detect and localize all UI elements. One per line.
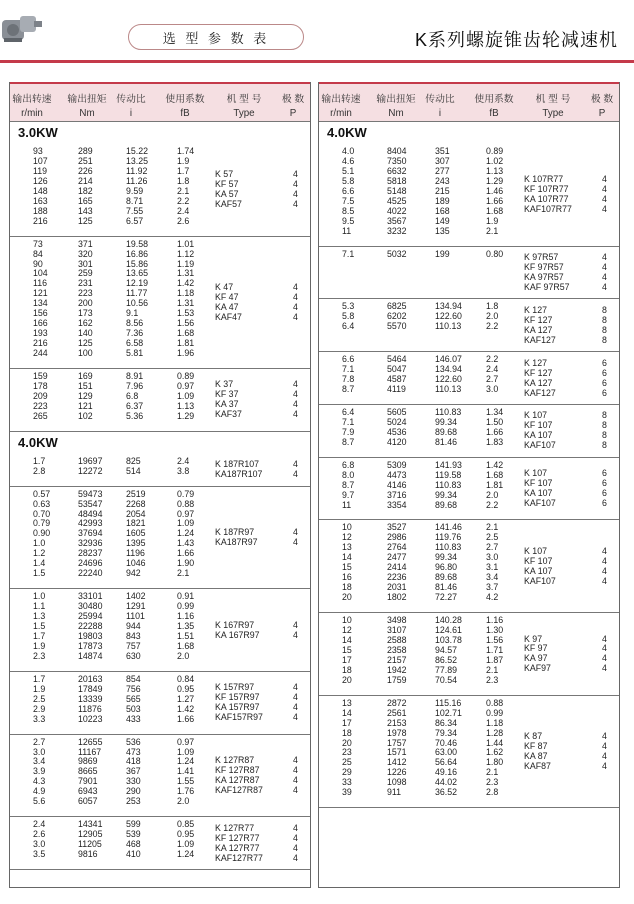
spec-column-3: 141.93 119.58 110.83 99.34 89.68: [435, 459, 462, 510]
pole-list: 4 4 4 4: [293, 281, 298, 322]
spec-column-1: 5.3 5.8 6.4: [342, 301, 355, 332]
spec-column-3: 140.28 124.61 103.78 94.57 86.52 77.89 70.54: [435, 615, 462, 685]
column-header-4: 使用系数: [474, 94, 514, 105]
pole-list: 4 4 4 4: [293, 169, 298, 210]
spec-group: [10, 487, 310, 590]
column-header-3: 传动比: [425, 94, 455, 105]
spec-column-1: 13 14 17 18 20 23 25 29 33 39: [342, 697, 352, 798]
spec-column-3: 8.91 7.96 6.8 6.37 5.36: [126, 370, 144, 421]
type-list: K 57 KF 57 KA 57 KAF57: [215, 169, 242, 210]
spec-column-1: 73 84 90 104 116 121 134 156 166 193 216 244: [33, 238, 48, 359]
type-list: K 107 KF 107 KA 107 KAF107: [524, 468, 556, 509]
spec-column-1: 2.7 3.0 3.4 3.9 4.3 4.9 5.6: [33, 736, 46, 807]
spec-group: [10, 817, 310, 870]
spec-group: [10, 144, 310, 237]
pole-list: 4 4: [293, 459, 298, 480]
column-header-6: 极 数: [281, 94, 305, 105]
pole-list: 8 8 8 8: [602, 410, 607, 451]
spec-column-3: 2519 2268 2054 1821 1605 1395 1196 1046 942: [126, 488, 146, 579]
spec-column-4: 0.84 0.95 1.27 1.42 1.66: [177, 673, 195, 724]
left-table: [9, 82, 311, 888]
pole-list: 4 4 4 4: [602, 174, 607, 215]
spec-column-3: 110.83 99.34 89.68 81.46: [435, 406, 462, 447]
pole-list: 4 4: [293, 526, 298, 547]
spec-column-2: 8404 7350 6632 5818 5148 4525 4022 3567 3232: [387, 146, 407, 236]
column-unit-4: fB: [180, 108, 190, 119]
spec-column-2: 59473 53547 48494 42993 37694 32936 28237 24696 22240: [78, 488, 103, 579]
power-section-heading: 3.0KW: [18, 125, 58, 140]
table-header: [319, 82, 619, 122]
spec-group: [319, 613, 619, 696]
type-list: K 187R97 KA187R97: [215, 526, 258, 547]
power-section-heading: 4.0KW: [18, 434, 58, 450]
spec-column-2: 5309 4473 4146 3716 3354: [387, 459, 407, 510]
pole-list: 4 4 4 4: [293, 754, 298, 795]
column-unit-5: Type: [542, 108, 564, 119]
spec-column-1: 6.4 7.1 7.9 8.7: [342, 406, 355, 447]
type-list: K 187R107 KA187R107: [215, 459, 263, 480]
spec-column-4: 1.8 2.0 2.2: [486, 301, 499, 332]
type-list: K 97 KF 97 KA 97 KAF97: [524, 633, 551, 674]
type-list: K 47 KF 47 KA 47 KAF47: [215, 281, 242, 322]
spec-column-2: 14341 12905 11205 9816: [78, 819, 103, 860]
column-unit-2: Nm: [388, 108, 404, 119]
type-list: K 107 KF 107 KA 107 KAF107: [524, 545, 556, 586]
spec-column-1: 7.1: [342, 248, 355, 259]
spec-column-4: 2.4 3.8: [177, 455, 190, 476]
type-list: K 107 KF 107 KA 107 KAF107: [524, 410, 556, 451]
spec-column-4: 0.88 0.99 1.18 1.28 1.44 1.62 1.80 2.1 2.3 2.8: [486, 697, 504, 798]
spec-column-3: 115.16 102.71 86.34 79.34 70.46 63.00 56.64 49.16 44.02 36.52: [435, 697, 462, 798]
column-header-1: 输出转速: [321, 94, 361, 105]
spec-column-2: 5605 5024 4536 4120: [387, 406, 407, 447]
spec-column-4: 1.16 1.30 1.56 1.71 1.87 2.1 2.3: [486, 615, 504, 685]
column-header-5: 机 型 号: [226, 94, 262, 105]
spec-group: [319, 696, 619, 809]
spec-column-3: 1402 1291 1101 944 843 757 630: [126, 591, 146, 661]
column-unit-1: r/min: [21, 108, 43, 119]
spec-column-3: 825 514: [126, 455, 141, 476]
spec-column-1: 1.7 2.8: [33, 455, 46, 476]
page-title: K系列螺旋锥齿轮减速机: [414, 30, 618, 50]
column-header-4: 使用系数: [165, 94, 205, 105]
pole-list: 4 4 4 4: [293, 682, 298, 723]
spec-column-2: 3498 3107 2588 2358 2157 1942 1759: [387, 615, 407, 685]
column-header-6: 极 数: [590, 94, 614, 105]
spec-column-4: 0.85 0.95 1.09 1.24: [177, 819, 195, 860]
gearbox-logo: [0, 10, 44, 50]
power-section-heading: 4.0KW: [327, 125, 367, 140]
right-table: [318, 82, 620, 888]
spec-column-4: 1.34 1.50 1.66 1.83: [486, 406, 504, 447]
spec-group: [319, 458, 619, 521]
spec-group: [319, 520, 619, 613]
spec-column-1: 159 178 209 223 265: [33, 370, 48, 421]
type-list: K 107R77 KF 107R77 KA 107R77 KAF107R77: [524, 174, 572, 215]
spec-column-3: 146.07 134.94 122.60 110.13: [435, 354, 462, 394]
spec-column-2: 19697 12272: [78, 455, 103, 476]
spec-column-1: 1.7 1.9 2.5 2.9 3.3: [33, 673, 46, 724]
spec-column-1: 0.57 0.63 0.70 0.79 0.90 1.0 1.2 1.4 1.5: [33, 488, 51, 579]
spec-group: [10, 589, 310, 672]
column-unit-2: Nm: [79, 108, 95, 119]
spec-group: [319, 352, 619, 405]
spec-column-1: 6.8 8.0 8.7 9.7 11: [342, 459, 355, 510]
type-list: K 127 KF 127 KA 127 KAF127: [524, 357, 556, 398]
spec-column-1: 10 12 14 15 17 18 20: [342, 615, 352, 685]
spec-column-1: 1.0 1.1 1.3 1.5 1.7 1.9 2.3: [33, 591, 46, 661]
spec-column-4: 2.1 2.5 2.7 3.0 3.1 3.4 3.7 4.2: [486, 522, 499, 603]
spec-column-1: 2.4 2.6 3.0 3.5: [33, 819, 46, 860]
spec-column-3: 141.46 119.76 110.83 99.34 96.80 89.68 81.46 72.27: [435, 522, 462, 603]
spec-column-2: 33101 30480 25994 22288 19803 17873 14874: [78, 591, 103, 661]
spec-column-1: 10 12 13 14 15 16 18 20: [342, 522, 352, 603]
spec-column-2: 5464 5047 4587 4119: [387, 354, 407, 394]
spec-column-4: 0.79 0.88 0.97 1.09 1.24 1.43 1.66 1.90 2.1: [177, 488, 195, 579]
table-header: [10, 82, 310, 122]
column-unit-5: Type: [233, 108, 255, 119]
spec-group: [319, 405, 619, 458]
pole-list: 6 6 6 6: [602, 468, 607, 509]
pole-list: 6 6 6 6: [602, 357, 607, 398]
spec-column-4: 0.89 0.97 1.09 1.13 1.29: [177, 370, 195, 421]
spec-group: [10, 369, 310, 432]
spec-column-4: 0.89 1.02 1.13 1.29 1.46 1.66 1.68 1.9 2.1: [486, 146, 504, 236]
column-header-1: 输出转速: [12, 94, 52, 105]
spec-column-2: 6825 6202 5570: [387, 301, 407, 332]
pole-list: 4 4 4 4: [602, 545, 607, 586]
column-header-5: 机 型 号: [535, 94, 571, 105]
spec-column-1: 4.0 4.6 5.1 5.8 6.6 7.5 8.5 9.5 11: [342, 146, 355, 236]
spec-column-2: 3527 2986 2764 2477 2414 2236 2031 1802: [387, 522, 407, 603]
spec-column-3: 536 473 418 367 330 290 253: [126, 736, 141, 807]
spec-column-4: 1.74 1.9 1.7 1.8 2.1 2.2 2.4 2.6: [177, 146, 195, 226]
spec-column-4: 0.80: [486, 248, 504, 259]
spec-column-4: 1.01 1.12 1.19 1.31 1.42 1.18 1.31 1.53 1.56 1.68 1.81 1.96: [177, 238, 195, 359]
section-tab: 选 型 参 数 表: [128, 24, 304, 50]
column-header-2: 输出扭矩: [376, 94, 416, 105]
pole-list: 8 8 8 8: [602, 304, 607, 345]
pole-list: 4 4 4 4: [293, 379, 298, 420]
spec-column-2: 2872 2561 2153 1978 1757 1571 1412 1226 1098 911: [387, 697, 407, 798]
column-header-2: 输出扭矩: [67, 94, 107, 105]
type-list: K 97R57 KF 97R57 KA 97R57 KAF 97R57: [524, 252, 570, 292]
spec-column-3: 599 539 468 410: [126, 819, 141, 860]
column-unit-4: fB: [489, 108, 499, 119]
column-unit-6: P: [598, 108, 606, 119]
column-unit-3: i: [129, 108, 133, 119]
spec-column-3: 19.58 16.86 15.86 13.65 12.19 11.77 10.56 9.1 8.56 7.36 6.58 5.81: [126, 238, 149, 359]
spec-group: [319, 247, 619, 300]
type-list: K 127R87 KF 127R87 KA 127R87 KAF127R87: [215, 754, 263, 795]
spec-column-2: 169 151 129 121 102: [78, 370, 93, 421]
spec-column-4: 0.91 0.99 1.16 1.35 1.51 1.68 2.0: [177, 591, 195, 661]
spec-column-3: 854 756 565 503 433: [126, 673, 141, 724]
pole-list: 4 4 4 4: [602, 252, 607, 292]
spec-column-2: 289 251 226 214 182 165 143 125: [78, 146, 93, 226]
pole-list: 4 4 4 4: [293, 822, 298, 863]
spec-column-3: 351 307 277 243 215 189 168 149 135: [435, 146, 450, 236]
spec-column-1: 6.6 7.1 7.8 8.7: [342, 354, 355, 394]
column-header-3: 传动比: [116, 94, 146, 105]
spec-column-3: 199: [435, 248, 450, 259]
type-list: K 127R77 KF 127R77 KA 127R77 KAF127R77: [215, 822, 263, 863]
pole-list: 4 4 4 4: [602, 633, 607, 674]
column-unit-3: i: [438, 108, 442, 119]
spec-column-2: 20163 17849 13339 11876 10223: [78, 673, 103, 724]
spec-group: [10, 454, 310, 487]
spec-column-3: 134.94 122.60 110.13: [435, 301, 462, 332]
title-rule: [0, 60, 634, 63]
type-list: K 127 KF 127 KA 127 KAF127: [524, 304, 556, 345]
type-list: K 157R97 KF 157R97 KA 157R97 KAF157R97: [215, 682, 263, 723]
spec-column-2: 5032: [387, 248, 407, 259]
spec-column-4: 2.2 2.4 2.7 3.0: [486, 354, 499, 394]
type-list: K 37 KF 37 KA 37 KAF37: [215, 379, 242, 420]
spec-column-3: 15.22 13.25 11.92 11.26 9.59 8.71 7.55 6.57: [126, 146, 149, 226]
spec-column-1: 93 107 119 126 148 163 188 216: [33, 146, 48, 226]
column-unit-1: r/min: [330, 108, 352, 119]
type-list: K 87 KF 87 KA 87 KAF87: [524, 731, 551, 771]
spec-group: [10, 672, 310, 735]
spec-column-2: 12655 11167 9869 8665 7901 6943 6057: [78, 736, 103, 807]
spec-column-4: 1.42 1.68 1.81 2.0 2.2: [486, 459, 504, 510]
spec-column-4: 0.97 1.09 1.24 1.41 1.55 1.76 2.0: [177, 736, 195, 807]
spec-group: [10, 237, 310, 369]
column-unit-6: P: [289, 108, 297, 119]
spec-group: [319, 144, 619, 247]
type-list: K 167R97 KA 167R97: [215, 619, 260, 640]
spec-group: [319, 299, 619, 352]
pole-list: 4 4 4 4: [602, 731, 607, 771]
spec-column-2: 371 320 301 259 231 223 200 173 162 140 125 100: [78, 238, 93, 359]
spec-group: [10, 735, 310, 818]
pole-list: 4 4: [293, 619, 298, 640]
